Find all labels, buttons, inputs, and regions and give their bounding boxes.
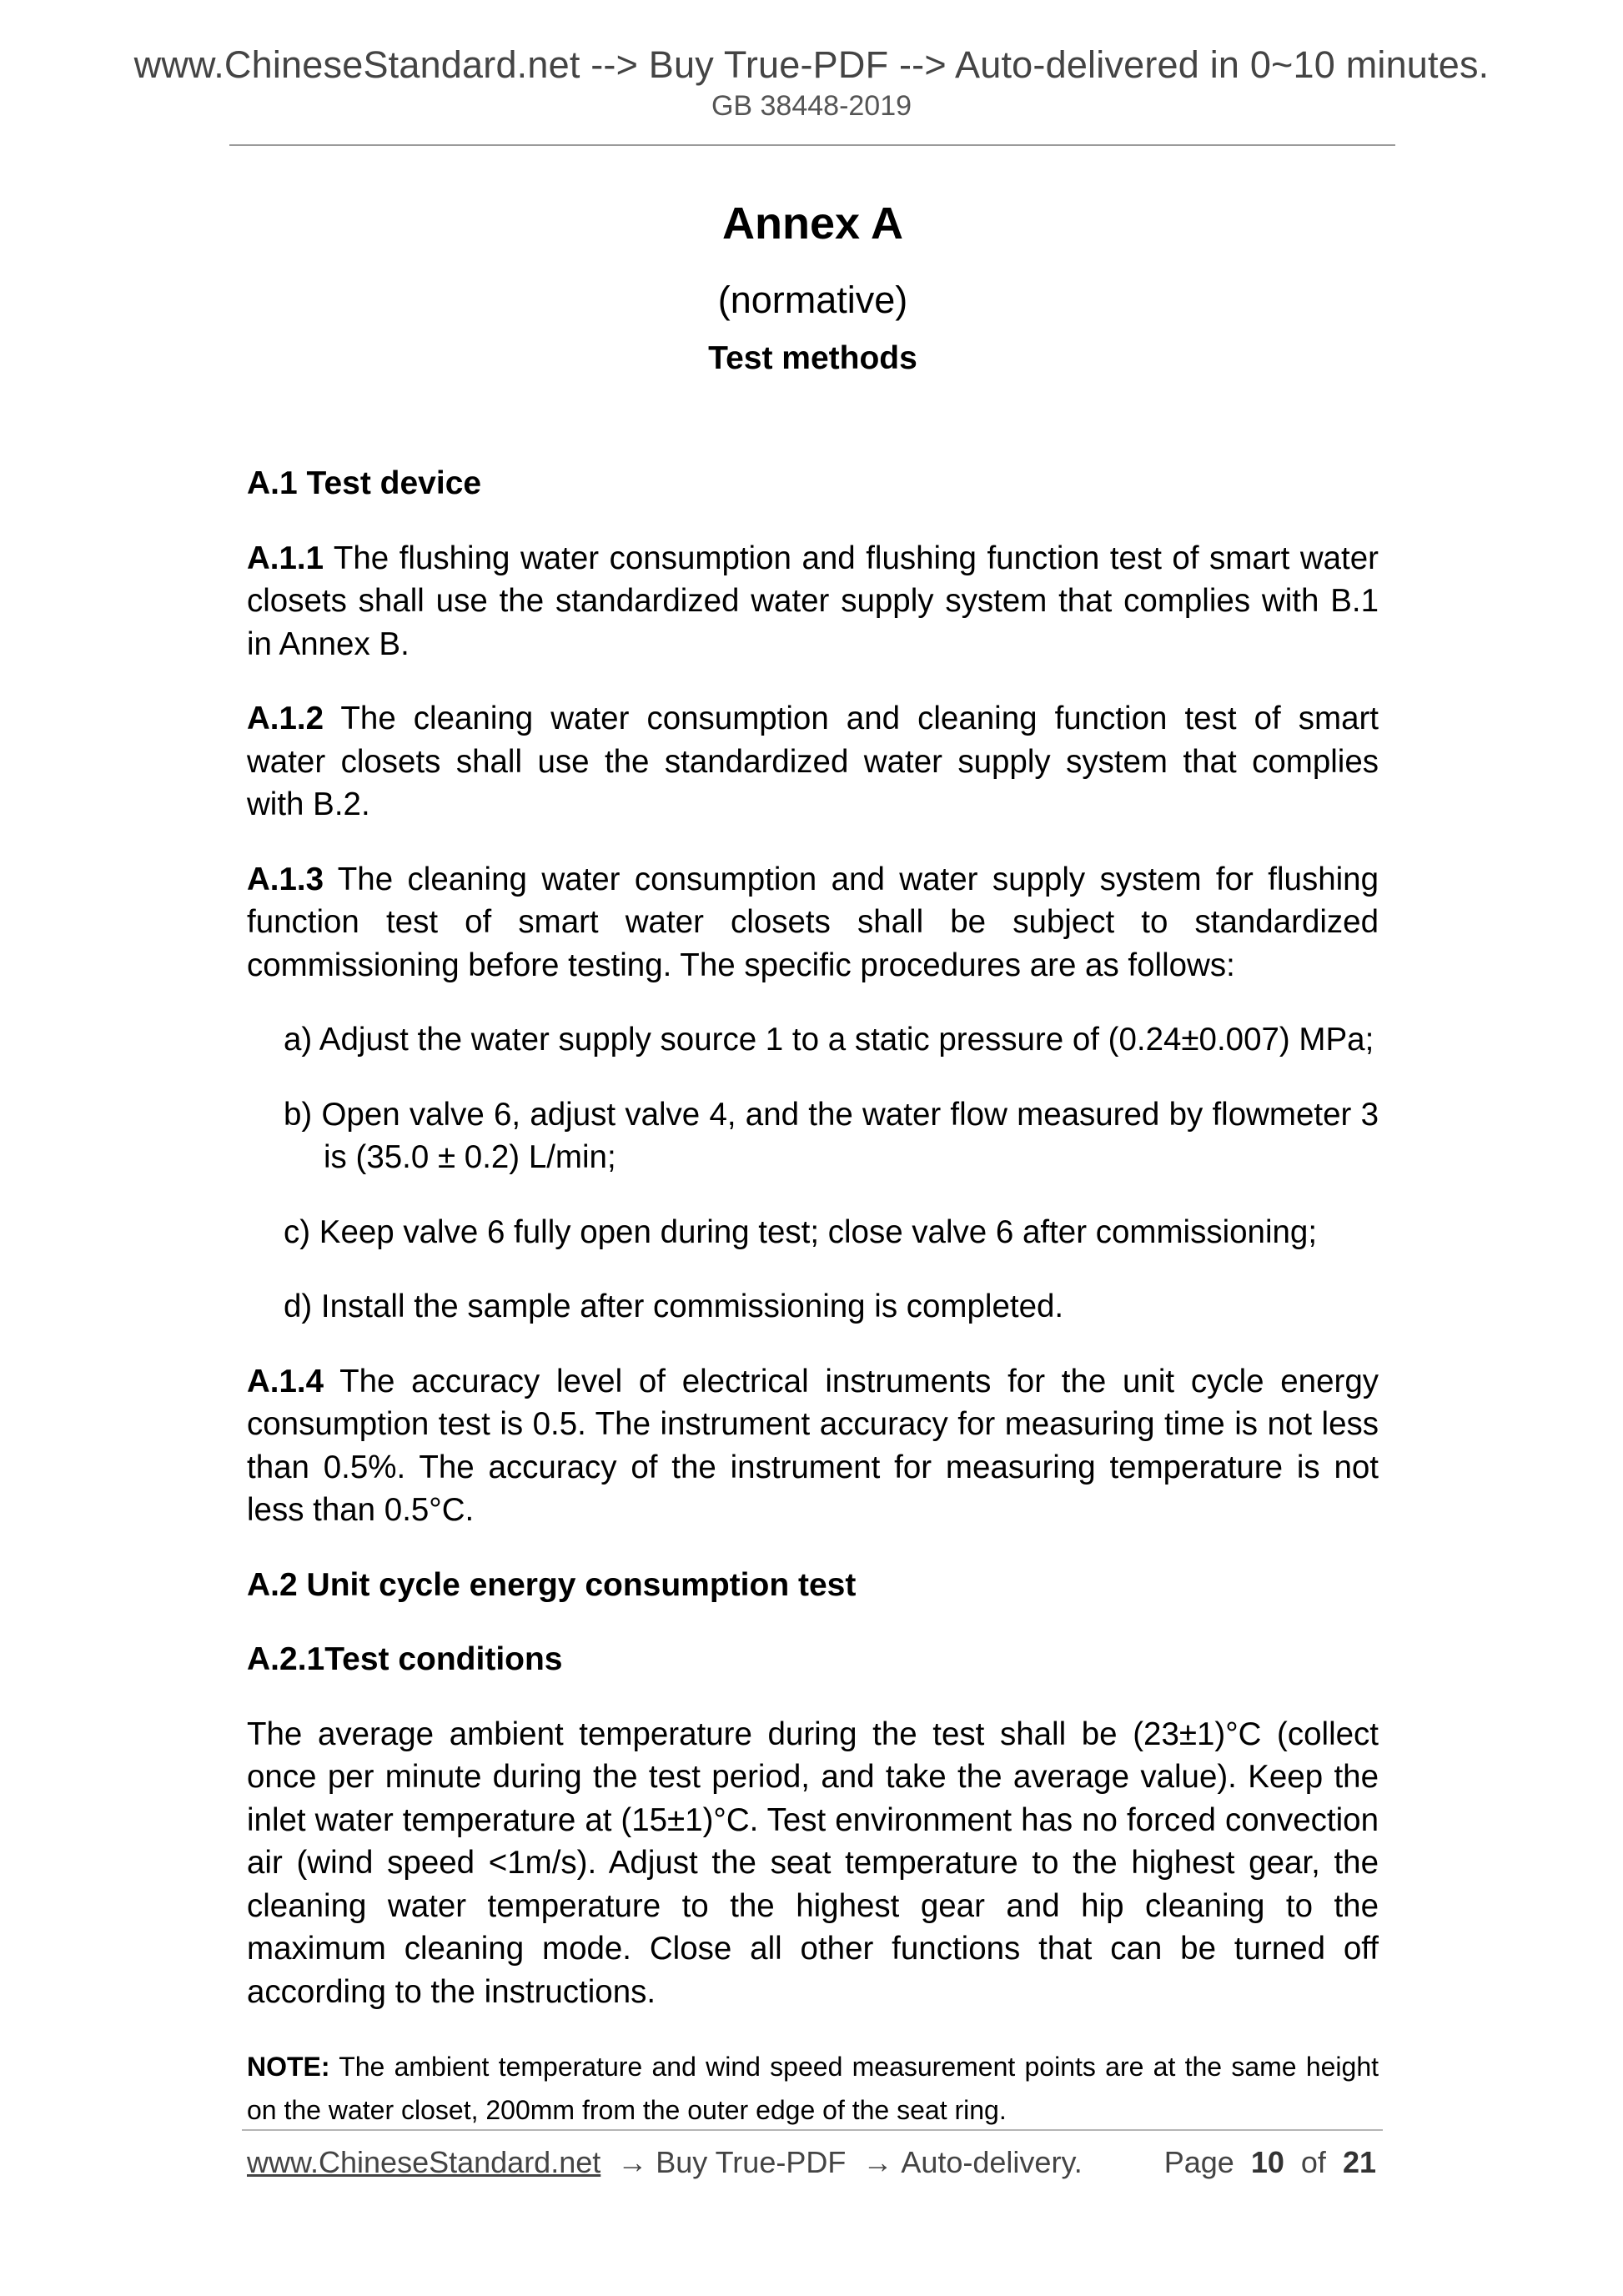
document-id: GB 38448-2019 <box>711 90 912 122</box>
clause-a1-4 <box>247 1360 1379 1532</box>
clause-a1-1 <box>247 537 1379 666</box>
section-heading-a2-1: A.2.1Test conditions <box>247 1641 563 1677</box>
clause-text: The cleaning water consumption and cleaning function test of smart water closets shall use the standardized water supply system that complies with B.2. <box>247 701 1379 822</box>
clause-number: A.1.3 <box>247 861 324 897</box>
list-item-b: b) Open valve 6, adjust valve 4, and the water flow measured by flowmeter 3 is (35.0 ± 0.2) L/min; <box>284 1096 1379 1175</box>
arrow-right-icon: → <box>617 2145 648 2179</box>
list-item-a: a) Adjust the water supply source 1 to a static pressure of (0.24±0.007) MPa; <box>284 1022 1374 1058</box>
clause-a1-2 <box>247 697 1379 826</box>
footer-divider <box>242 2129 1383 2131</box>
section-heading-a1: A.1 Test device <box>247 465 482 501</box>
section-heading-a2: A.2 Unit cycle energy consumption test <box>247 1566 857 1603</box>
header-banner: www.ChineseStandard.net --> Buy True-PDF --> Auto-delivered in 0~10 minutes. <box>133 43 1490 86</box>
clause-number: A.1.4 <box>247 1363 324 1399</box>
clause-text: The accuracy level of electrical instruments for the unit cycle energy consumption test is 0.5. The instrument accuracy for measuring time is not less than 0.5%. The accuracy of the instrument for measuring temperature is not less than 0.5°C. <box>247 1363 1379 1528</box>
header-divider <box>229 144 1395 146</box>
clause-a1-3 <box>247 858 1379 987</box>
clause-number: A.1.1 <box>247 540 324 576</box>
note-text: The ambient temperature and wind speed measurement points are at the same height on the water closet, 200mm from the outer edge of the seat ring. <box>247 2052 1379 2125</box>
footer-link[interactable]: www.ChineseStandard.net <box>247 2145 601 2179</box>
note <box>247 2045 1379 2132</box>
footer-left <box>247 2145 1083 2180</box>
page-of: of <box>1300 2145 1326 2179</box>
page-total: 21 <box>1342 2145 1376 2179</box>
annex-title: Annex A <box>721 198 904 249</box>
list-item-c: c) Keep valve 6 fully open during test; close valve 6 after commissioning; <box>284 1213 1318 1250</box>
arrow-right-icon: → <box>862 2145 893 2179</box>
page-label: Page <box>1163 2145 1234 2179</box>
annex-type: (normative) <box>717 279 908 321</box>
annex-subtitle: Test methods <box>708 340 917 376</box>
note-label: NOTE: <box>247 2052 330 2082</box>
clause-text: The flushing water consumption and flushing function test of smart water closets shall use the standardized water supply system that complies with B.1 in Annex B. <box>247 540 1379 662</box>
footer-buy-text: Buy True-PDF <box>656 2145 847 2179</box>
clause-number: A.1.2 <box>247 701 324 736</box>
page-number <box>1164 2145 1376 2180</box>
page-content <box>247 190 1379 2132</box>
clause-a2-1-text: The average ambient temperature during the test shall be (23±1)°C (collect once per minute during the test period, and take the average value). Keep the inlet water temperature at (15±1)°C. Test environment has no forced convection air (wind speed <1m/s). Adjust the seat temperature to the highest gear, the cleaning water temperature to the highest gear and hip cleaning to the maximum cleaning mode. Close all other functions that can be turned off according to the instructions. <box>247 1716 1379 2010</box>
clause-text: The cleaning water consumption and water supply system for flushing function test of smart water closets shall be subject to standardized commissioning before testing. The specific procedures are as follows: <box>247 861 1379 983</box>
page-current: 10 <box>1250 2145 1284 2179</box>
list-item-d: d) Install the sample after commissioning is completed. <box>284 1289 1064 1324</box>
footer-delivery-text: Auto-delivery. <box>901 2145 1083 2179</box>
